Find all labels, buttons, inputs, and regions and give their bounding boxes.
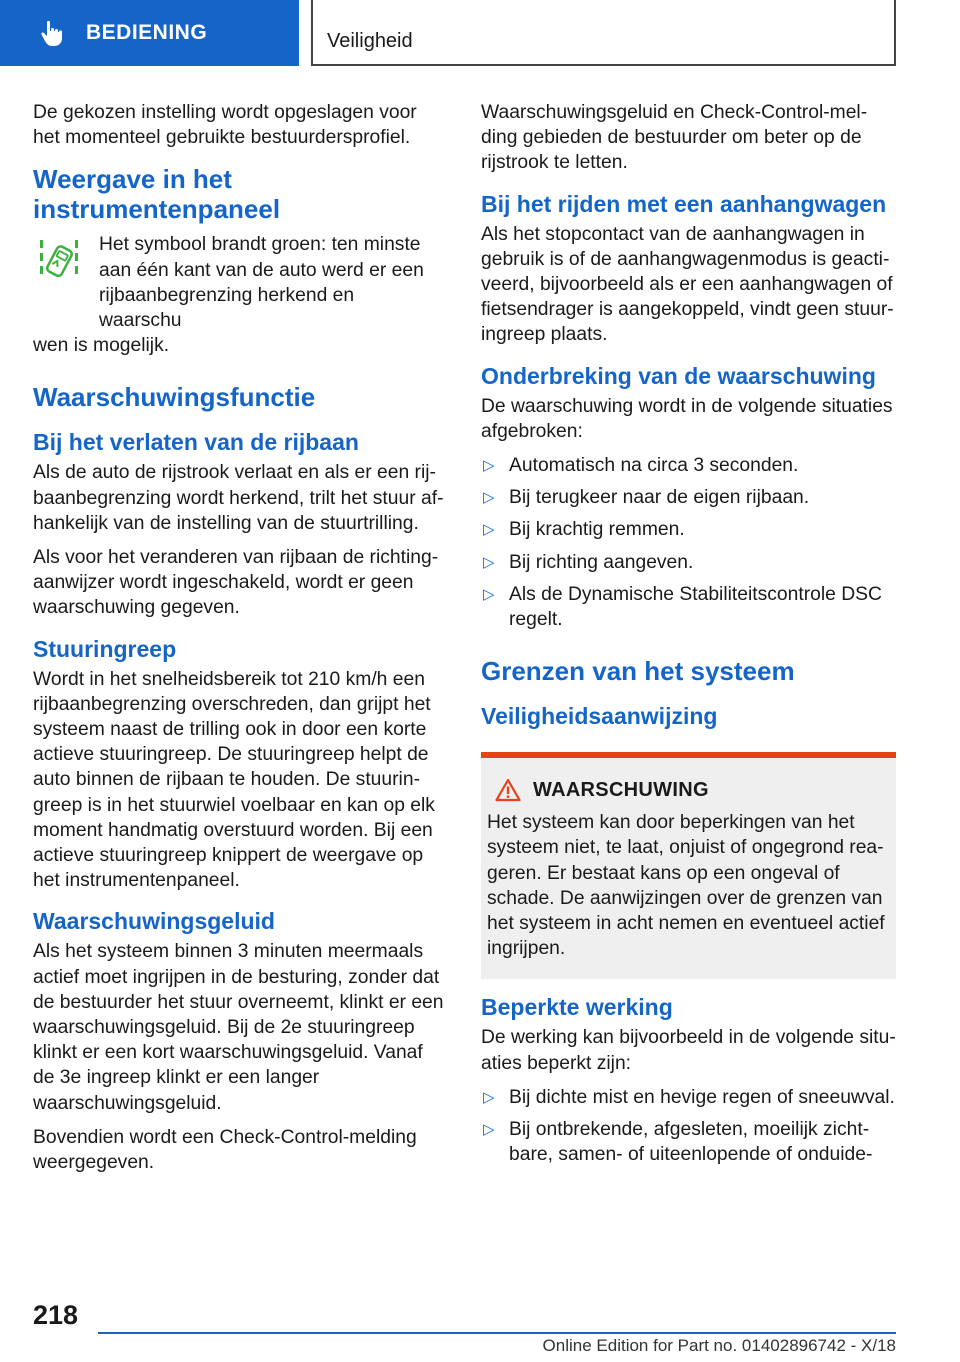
warning-box (481, 752, 896, 979)
limited-paragraph: De werking kan bijvoorbeeld in de volgende situaties beperkt zijn: (481, 1027, 896, 1074)
heading-limits: Grenzen van het systeem (481, 656, 795, 687)
interrupt-list (481, 453, 896, 632)
heading-safety: Veiligheidsaanwijzing (481, 703, 718, 730)
list-item: ▷ Als de Dynamische Stabiliteitscontrole DSC regelt. (483, 583, 882, 631)
heading-sound: Waarschuwingsgeluid (33, 908, 275, 935)
chapter-title: Veiligheid (327, 30, 413, 52)
symbol-text-continued: wen is mogelijk. (33, 335, 170, 357)
list-item: ▷ Bij dichte mist en hevige regen of sneeuwval. (483, 1086, 895, 1108)
footer-divider (98, 1332, 896, 1334)
right-intro-paragraph: Waarschuwingsgeluid en Check-Control-melding gebieden de bestuurder om beter op de rijstrook te letten. (481, 102, 868, 174)
warning-title: WAARSCHUWING (533, 778, 709, 801)
heading-interrupt: Onderbreking van de waarschuwing (481, 362, 876, 389)
page-number: 218 (33, 1300, 79, 1330)
heading-steering: Stuuringreep (33, 635, 177, 662)
interrupt-paragraph: De waarschuwing wordt in de volgende situaties afgebroken: (481, 395, 893, 442)
list-item: ▷ Automatisch na circa 3 seconden. (483, 455, 799, 477)
leaving-paragraph-1: Als de auto de rijstrook verlaat en als er een rijbaanbegrenzing wordt herkend, trilt het stuur afhankelijk van de instelling van de stuurtrilling. (33, 462, 444, 534)
heading-limited: Beperkte werking (481, 994, 673, 1021)
heading-trailer: Bij het rijden met een aanhangwagen (481, 190, 887, 217)
warning-header (487, 778, 888, 802)
right-column (481, 100, 896, 1174)
symbol-block (33, 232, 448, 333)
section-title: BEDIENING (86, 21, 208, 44)
warning-text: Het systeem kan door beperkingen van het systeem niet, te laat, onjuist of ongegrond reageren. Er bestaat kans op een ongeval of schade. De aanwijzingen over de grenzen van het systeem in acht nemen en eventueel actief ingrijpen. (487, 812, 885, 960)
list-item: ▷ Bij richting aangeven. (483, 551, 694, 573)
trailer-paragraph: Als het stopcontact van de aanhangwagen in gebruik is of de aanhangwagenmodus is geactiveerd, bijvoorbeeld als er een aanhangwagen of fietsendrager is aangekoppeld, vindt geen stuuringreep plaats. (481, 223, 894, 346)
sound-paragraph-2: Bovendien wordt een Check-Control-melding weergegeven. (33, 1126, 417, 1174)
section-tab (0, 0, 299, 66)
heading-display: Weergave in het instrumentenpaneel (33, 164, 281, 225)
limited-list (481, 1085, 896, 1168)
list-item: ▷ Bij ontbrekende, afgesleten, moeilijk zichtbare, samen- of uiteenlopende of onduide- (483, 1119, 873, 1166)
sound-paragraph-1: Als het systeem binnen 3 minuten meermaals actief moet ingrijpen in de besturing, zonder dat de bestuurder het stuur overneemt, klinkt er een waarschuwingsgeluid. Bij de 2e stuuringreep klinkt er een kort waarschuwingsgeluid. Vanaf de 3e ingreep klinkt er een langer waarschuwingsgeluid. (33, 941, 444, 1114)
heading-function: Waarschuwingsfunctie (33, 382, 316, 413)
lane-departure-icon (37, 236, 81, 284)
intro-paragraph: De gekozen instelling wordt opgeslagen voor het momenteel gebruikte bestuurdersprofiel. (33, 102, 417, 149)
leaving-paragraph-2: Als voor het veranderen van rijbaan de richtingaanwijzer wordt ingeschakeld, wordt er geen waarschuwing gegeven. (33, 547, 439, 619)
edition-text: Online Edition for Part no. 01402896742 - X/18 (542, 1336, 896, 1355)
steering-paragraph: Wordt in het snelheidsbereik tot 210 km/h een rijbaanbegrenzing overschreden, dan grijpt het systeem naast de trilling ook in door een korte actieve stuuringreep. De stuuringreep helpt de auto binnen de rijbaan te houden. De stuuringreep is in het stuurwiel voelbaar en kan op elk moment handmatig overstuurd worden. Bij een actieve stuuringreep knippert de weergave op het instrumentenpaneel. (33, 668, 435, 892)
warning-triangle-icon (495, 778, 521, 802)
hand-pointer-icon (38, 18, 68, 48)
list-item: ▷ Bij krachtig remmen. (483, 519, 685, 541)
heading-leaving-lane: Bij het verlaten van de rijbaan (33, 429, 359, 456)
left-column (33, 100, 448, 1184)
chapter-box (311, 0, 896, 66)
list-item: ▷ Bij terugkeer naar de eigen rijbaan. (483, 487, 810, 509)
symbol-text: Het symbool brandt groen: ten minste aan één kant van de auto werd er een rijbaanbegrenzing herkend en waarschu (99, 234, 424, 332)
